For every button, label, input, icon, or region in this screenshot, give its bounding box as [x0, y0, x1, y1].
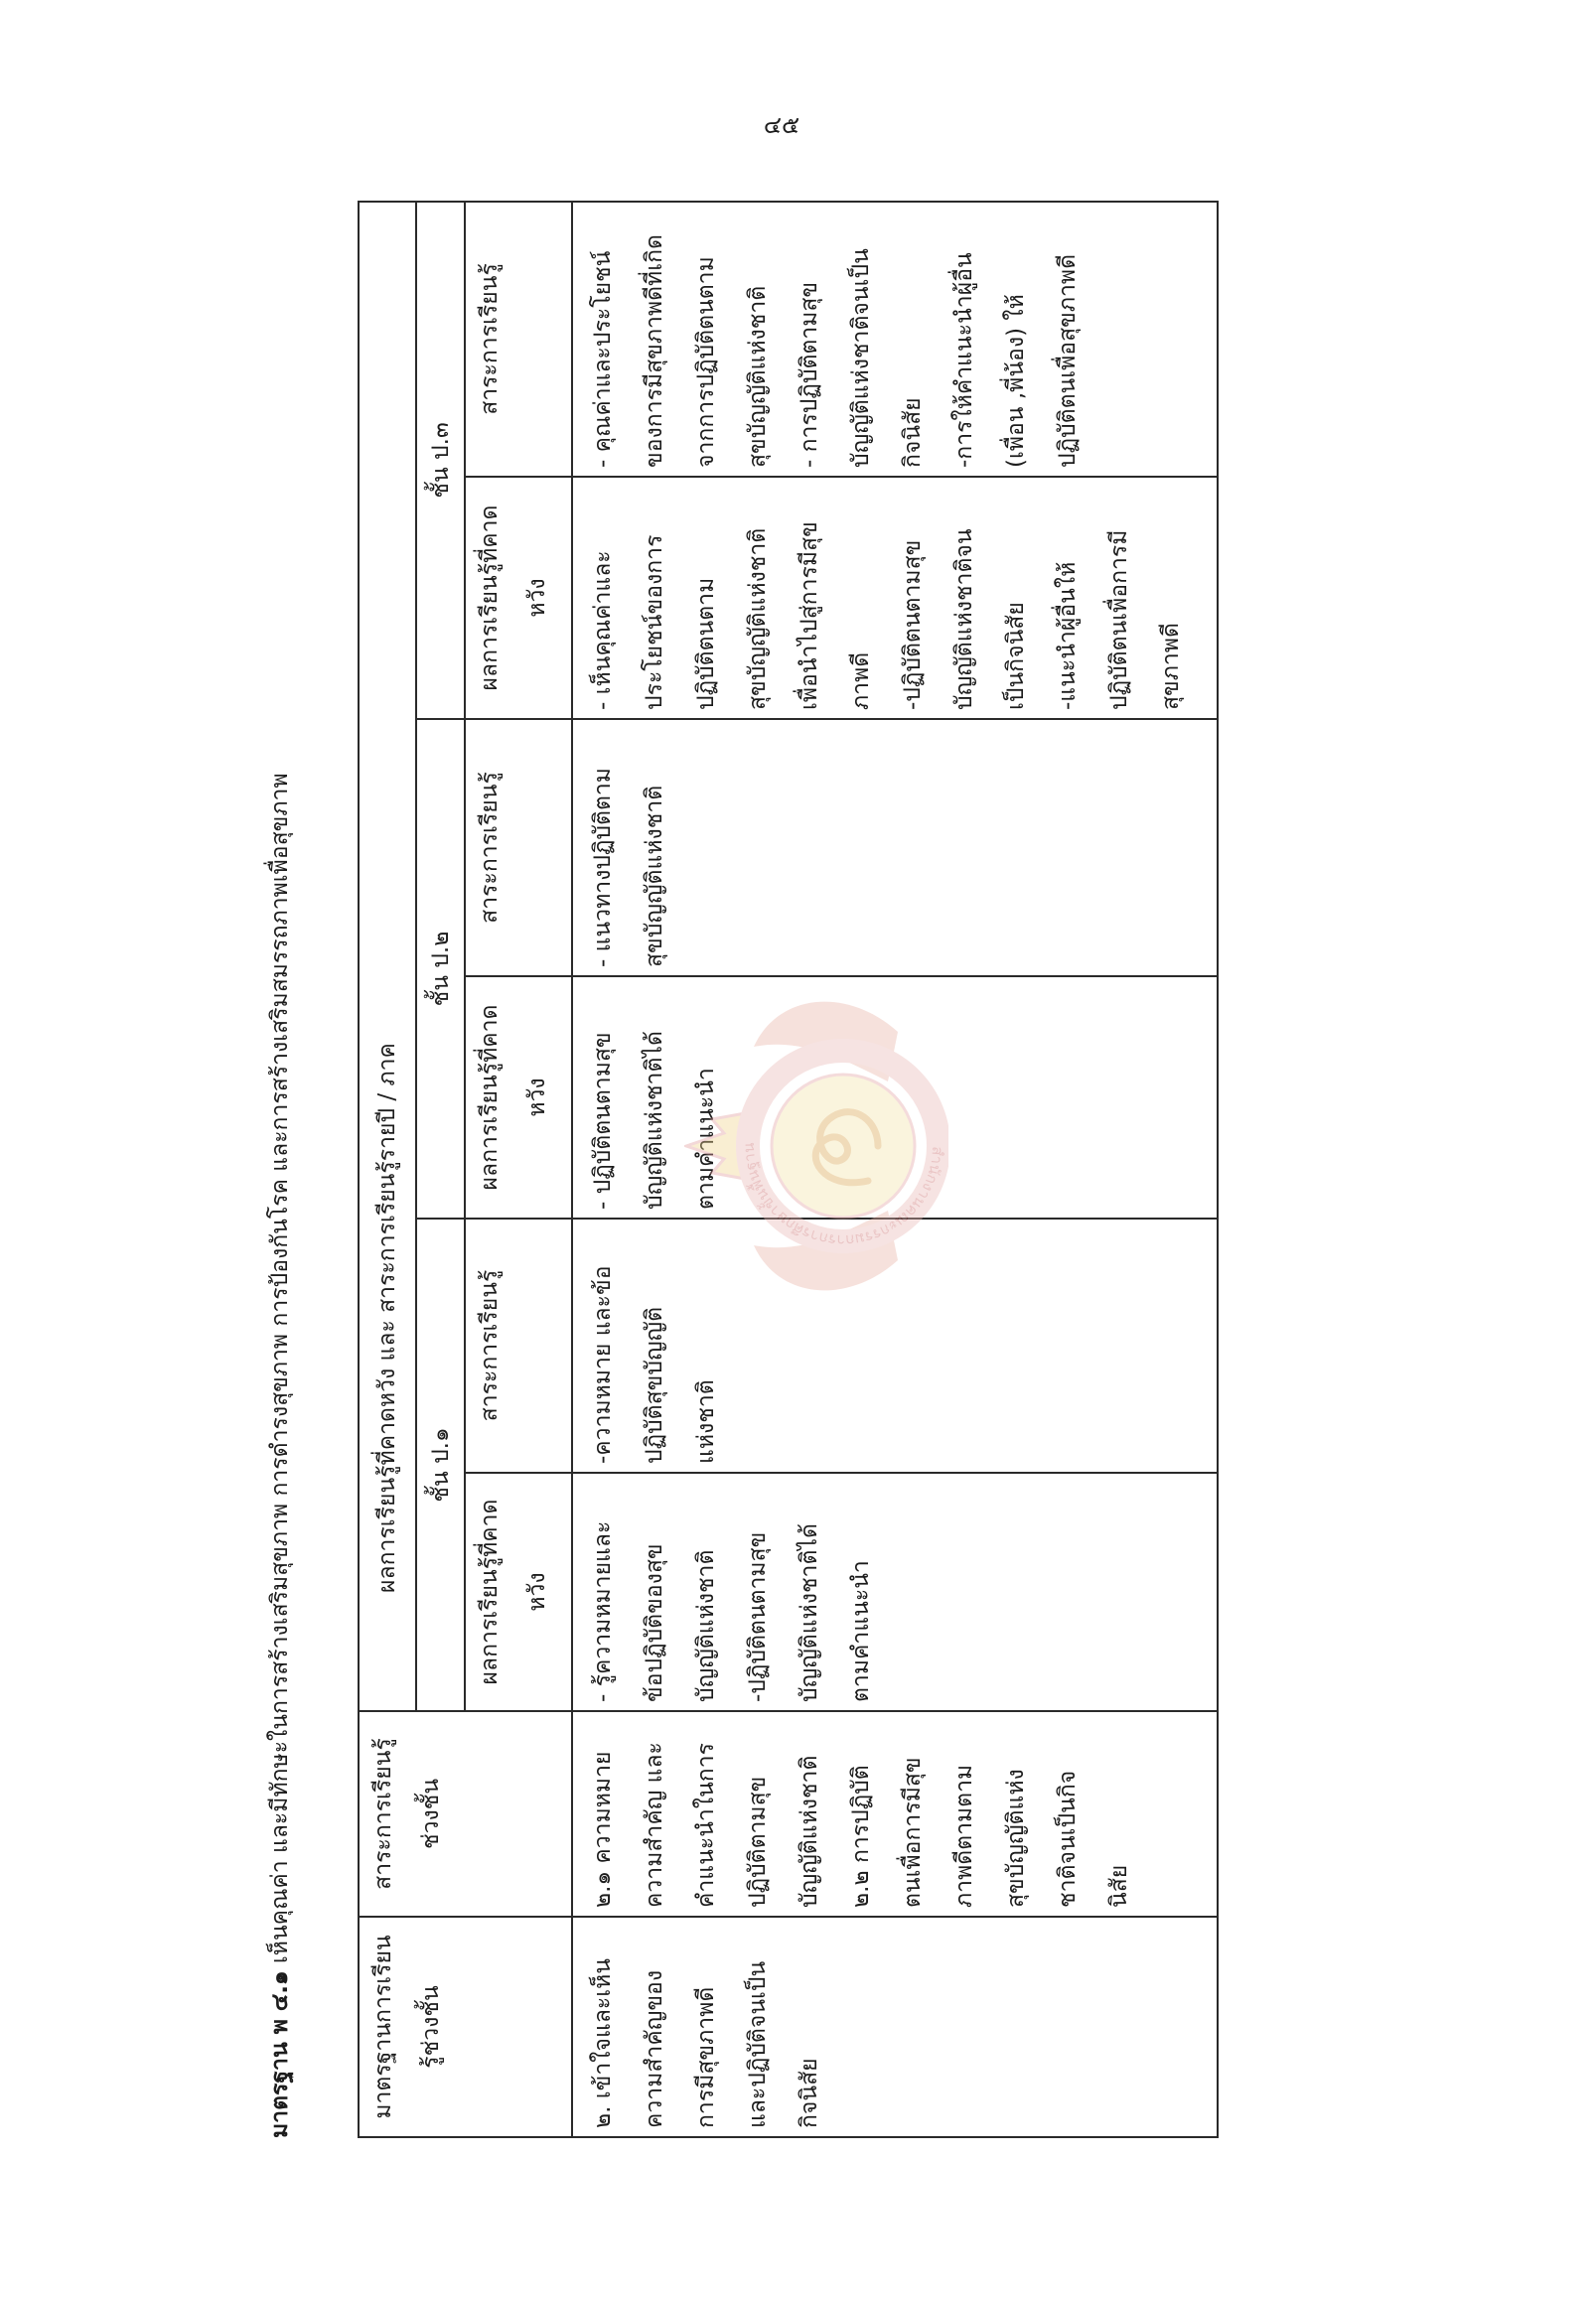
p3-content-line: บัญญัติแห่งชาติจนเป็น	[848, 248, 874, 468]
p3-content-line: (เพื่อน ,พี่น้อง) ให้	[1003, 294, 1029, 468]
standard-line: ๒. เข้าใจและเห็น	[590, 1957, 616, 2128]
emblem-ring-textpath: สำนักงานคณะกรรมการการศึกษาขั้นพื้นฐาน	[739, 1142, 947, 1250]
p1-outcome-line: -ปฏิบัติตนตามสุข	[745, 1531, 771, 1702]
p2-outcome-line: ตามคำแนะนำ	[693, 1068, 719, 1210]
p3-outcome-header	[465, 477, 572, 719]
outcome-header-line: หวัง	[524, 1572, 550, 1612]
p3-content-line: สุขบัญญัติแห่งชาติ	[745, 285, 771, 468]
p1-outcome-line: บัญญัติแห่งชาติได้	[797, 1523, 822, 1702]
range-content-header	[359, 1711, 572, 1917]
p1-outcome-line: - รู้ความหมายและ	[590, 1520, 616, 1702]
p1-content-line: ปฏิบัติสุขบัญญัติ	[642, 1306, 667, 1464]
p1-outcome-line: ตามคำแนะนำ	[848, 1560, 874, 1702]
range-content-line: ๒.๒ การปฏิบัติ	[848, 1765, 874, 1908]
p3-outcome-line: -ปฏิบัติตนตามสุข	[900, 539, 926, 710]
p1-content-line: แห่งชาติ	[693, 1379, 719, 1464]
p3-content-header	[465, 202, 572, 477]
p2-content-line: สุขบัญญัติแห่งชาติ	[642, 785, 667, 967]
p3-content-line: จากการปฏิบัติตนตาม	[693, 256, 719, 468]
standard-cell	[572, 1917, 1218, 2137]
p3-outcome-line: สุขภาพดี	[1158, 623, 1184, 710]
standard-line: กิจนิสัย	[797, 2058, 822, 2128]
outcome-header-line: หวัง	[524, 578, 550, 618]
p1-outcome-line: บัญญัติแห่งชาติ	[693, 1549, 719, 1702]
range-content-line: ๒.๑ ความหมาย	[590, 1751, 616, 1908]
grade-header-p1: ชั้น ป.๑	[416, 1219, 465, 1711]
standard-title-label: มาตรฐาน พ ๔.๑	[267, 1970, 293, 2138]
page-number: ๔๕	[763, 111, 800, 139]
range-content-header-line: สาระการเรียนรู้	[370, 1738, 396, 1890]
standard-header	[359, 1917, 572, 2137]
p3-outcome-line: ปฏิบัติตนตาม	[693, 577, 719, 710]
p3-outcome-line: -แนะนำผู้อื่นให้	[1055, 561, 1081, 710]
p2-outcome-line: - ปฏิบัติตนตามสุข	[590, 1032, 616, 1210]
standard-header-line: มาตรฐานการเรียน	[370, 1935, 396, 2119]
p3-outcome-line: เพื่อนำไปสู่การมีสุข	[797, 521, 822, 710]
p3-content-line: - คุณค่าและประโยชน์	[590, 250, 616, 468]
range-content-line: ตนเพื่อการมีสุข	[900, 1757, 926, 1908]
p1-content-line: -ความหมาย และข้อ	[590, 1265, 616, 1464]
curriculum-table	[358, 201, 1219, 2138]
p3-content-line: ปฏิบัติตนเพื่อสุขภาพดี	[1055, 253, 1081, 468]
p2-outcome-cell	[572, 976, 1218, 1219]
range-content-header-line: ช่วงชั้น	[418, 1778, 444, 1850]
range-content-line: ชาติจนเป็นกิจ	[1055, 1770, 1081, 1908]
range-content-line: บัญญัติแห่งชาติ	[797, 1755, 822, 1908]
range-content-line: ความสำคัญ และ	[642, 1742, 667, 1908]
standard-line: การมีสุขภาพดี	[693, 1986, 719, 2128]
p2-outcome-line: บัญญัติแห่งชาติได้	[642, 1031, 667, 1210]
p1-content-header	[465, 1219, 572, 1473]
range-content-line: ภาพดีตามตาม	[951, 1764, 977, 1908]
p3-outcome-cell	[572, 477, 1218, 719]
p3-content-line: กิจนิสัย	[900, 397, 926, 468]
p3-outcome-line: ภาพดี	[848, 651, 874, 710]
p3-outcome-line: - เห็นคุณค่าและ	[590, 550, 616, 710]
range-content-cell	[572, 1711, 1218, 1917]
p3-outcome-line: บัญญัติแห่งชาติจน	[951, 528, 977, 710]
p2-content-line: - แนวทางปฏิบัติตาม	[590, 768, 616, 967]
p3-outcome-line: ปฏิบัติตนเพื่อการมี	[1106, 529, 1132, 710]
p2-outcome-header	[465, 976, 572, 1219]
outcome-header-line: ผลการเรียนรู้ที่คาด	[477, 1004, 503, 1191]
standard-header-line: รู้ช่วงชั้น	[418, 1985, 444, 2069]
p3-outcome-line: เป็นกิจนิสัย	[1003, 602, 1029, 710]
standard-title	[260, 203, 300, 2138]
content-header-line: สาระการเรียนรู้	[477, 1269, 503, 1422]
p1-outcome-line: ข้อปฏิบัติของสุข	[642, 1543, 667, 1702]
p3-content-line: - การปฏิบัติตามสุข	[797, 281, 822, 468]
p1-content-cell	[572, 1219, 1218, 1473]
p3-content-cell	[572, 202, 1218, 477]
content-header-line: สาระการเรียนรู้	[477, 263, 503, 415]
rotated-table-sheet	[358, 203, 1205, 2138]
p1-outcome-header	[465, 1473, 572, 1711]
range-content-line: สุขบัญญัติแห่ง	[1003, 1769, 1029, 1908]
p1-outcome-cell	[572, 1473, 1218, 1711]
outcome-header-line: ผลการเรียนรู้ที่คาด	[477, 1499, 503, 1685]
outcome-header-line: ผลการเรียนรู้ที่คาด	[477, 504, 503, 691]
grade-header-p2: ชั้น ป.๒	[416, 719, 465, 1219]
standard-title-text: เห็นคุณค่า และมีทักษะในการสร้างเสริมสุขภาพ การดำรงสุขภาพ การป้องกันโรค และการสร้างเสริมสมรรถภาพเพื่อสุขภาพ	[267, 773, 293, 1964]
range-content-line: ปฏิบัติตามสุข	[745, 1776, 771, 1908]
p2-content-header	[465, 719, 572, 976]
table-row	[572, 202, 1218, 2137]
standard-line: และปฏิบัติจนเป็น	[745, 1960, 771, 2128]
p3-outcome-line: ประโยชน์ของการ	[642, 534, 667, 710]
p2-content-cell	[572, 719, 1218, 976]
outcome-header-line: หวัง	[524, 1078, 550, 1117]
p3-content-line: -การให้คำแนะนำผู้อื่น	[951, 252, 977, 468]
range-content-line: คำแนะนำในการ	[693, 1743, 719, 1908]
content-header-line: สาระการเรียนรู้	[477, 772, 503, 924]
p3-content-line: ของการมีสุขภาพดีที่เกิด	[642, 234, 667, 468]
grade-header-p3: ชั้น ป.๓	[416, 202, 465, 719]
standard-line: ความสำคัญของ	[642, 1969, 667, 2128]
outcomes-group-header: ผลการเรียนรู้ที่คาดหวัง และ สาระการเรียนรู้รายปี / ภาค	[359, 202, 416, 1711]
header-row-group	[359, 202, 416, 2137]
range-content-line: นิสัย	[1106, 1864, 1132, 1908]
p3-outcome-line: สุขบัญญัติแห่งชาติ	[745, 527, 771, 710]
